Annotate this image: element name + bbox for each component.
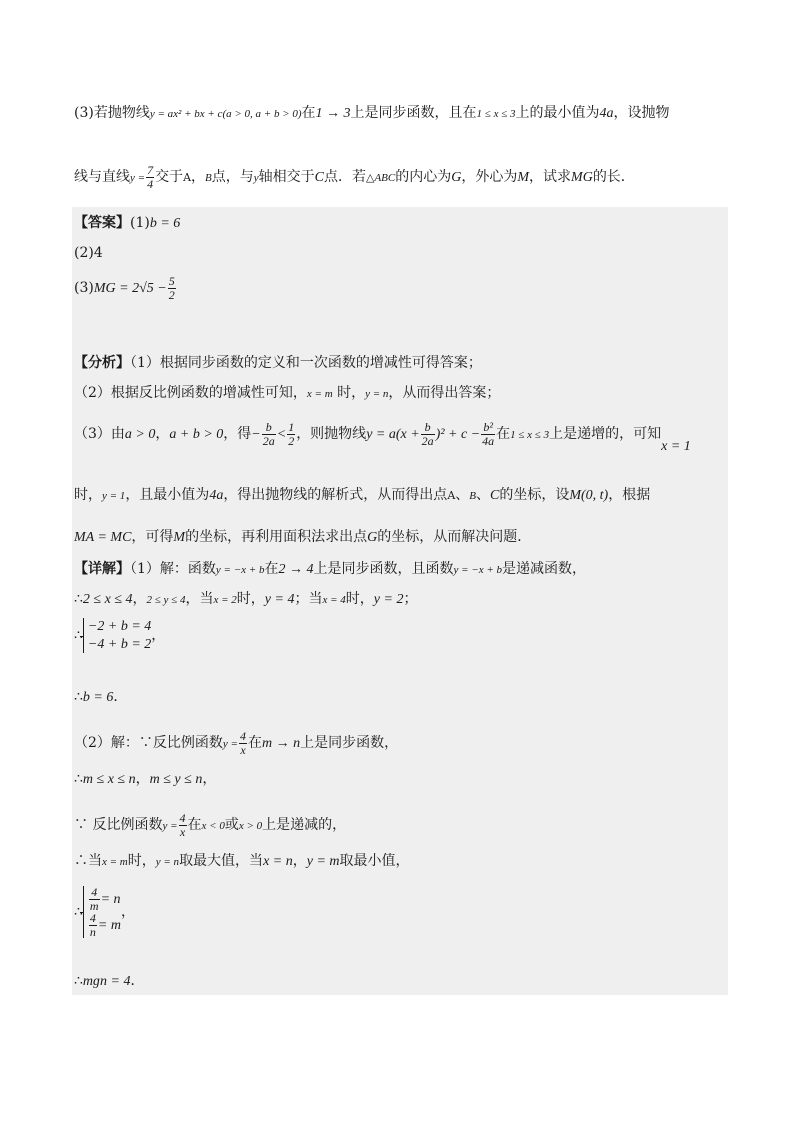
problem-line-1: (3)若抛物线y = ax² + bx + c(a > 0, a + b > 0)在1 → 3上是同步函数，且在1 ≤ x ≤ 3上的最小值为4a，设抛物: [74, 105, 670, 121]
detail-line-2: ∴2 ≤ x ≤ 4，2 ≤ y ≤ 4，当x = 2时，y = 4；当x = 4时，y = 2；: [74, 591, 418, 607]
detail-line-3: ∴ −2 + b = 4 −4 + b = 2 ，: [74, 619, 166, 652]
analysis-line-3: （3）由a > 0，a + b > 0，得− $\frac{b}{2a}$ < $\frac{1}{2}$ ，则抛物线y = a(x + $\frac{b}{2a}$ )² + c − $\frac{\text{b²}}{4a}$ 在1 ≤ x ≤ 3上是递增的，可知x = 1: [74, 420, 691, 455]
detail-line-7: ∵ 反比例函数y = $\frac{4}{x}$ 在x < 0或x > 0上是递减的，: [74, 811, 347, 839]
detail-line-9: ∴ $\frac{4}{m}$ = n $\frac{4}{n}$ = m ，: [74, 885, 135, 939]
detail-line-6: ∴m ≤ x ≤ n，m ≤ y ≤ n，: [74, 771, 217, 787]
equation-system-2: $\frac{4}{m}$ = n $\frac{4}{n}$ = m: [83, 886, 121, 938]
detail-line-8: ∴当x = m时，y = n取最大值，当x = n，y = m取最小值，: [74, 853, 410, 869]
detail-line-5: （2）解：∵反比例函数y = $\frac{4}{x}$ 在m → n上是同步函数，: [74, 729, 399, 757]
detail-line-4: ∴b = 6．: [74, 689, 128, 705]
detail-line-1: 【详解】（1）解：函数y = −x + b在2 → 4上是同步函数，且函数y = −x + b是递减函数，: [74, 561, 587, 577]
answer-line-2: (2)4: [74, 245, 103, 261]
equation-system-1: −2 + b = 4 −4 + b = 2: [83, 618, 151, 653]
fraction-7-4: $\frac{7}{4}$: [147, 163, 154, 191]
detail-line-10: ∴mɡn = 4．: [74, 973, 145, 989]
problem-line-2: 线与直线y = $\frac{7}{4}$ 交于A，B点，与y轴相交于C点．若△ABC的内心为G，外心为M，试求MG的长．: [74, 163, 635, 191]
answer-line-1: 【答案】(1)b = 6: [74, 215, 181, 231]
answer-line-3: (3)MG = 2√5 − $\frac{5}{2}$: [74, 274, 175, 302]
analysis-line-2: （2）根据反比例函数的增减性可知，x = m 时，y = n，从而得出答案；: [74, 385, 501, 401]
analysis-line-1: 【分析】（1）根据同步函数的定义和一次函数的增减性可得答案；: [74, 355, 482, 371]
analysis-line-4: 时，y = 1，且最小值为4a，得出抛物线的解析式，从而得出点A、B、C的坐标，设M(0, t)，根据: [74, 487, 651, 503]
analysis-line-5: MA = MC，可得M的坐标，再利用面积法求出点G的坐标，从而解决问题．: [74, 529, 532, 545]
